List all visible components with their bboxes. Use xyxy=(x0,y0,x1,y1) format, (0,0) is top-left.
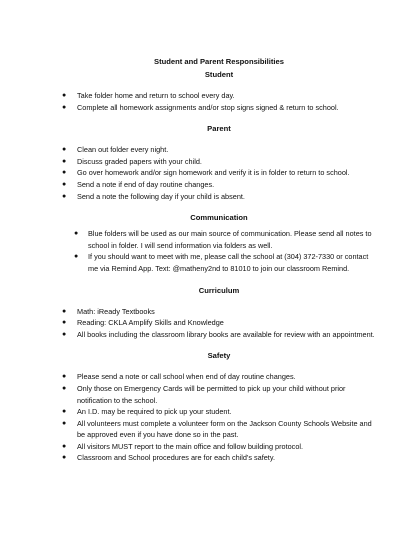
list-item: ● Math: iReady Textbooks xyxy=(62,306,155,316)
list-item: ● Discuss graded papers with your child. xyxy=(62,156,202,166)
bullet-icon: ● xyxy=(62,146,67,154)
bullet-icon: ● xyxy=(62,319,67,327)
list-item: ● An I.D. may be required to pick up your student. xyxy=(62,407,232,417)
document-title: Student and Parent Responsibilities xyxy=(154,57,284,66)
parent-list xyxy=(62,144,376,202)
communication-list xyxy=(74,228,376,274)
bullet-icon: ● xyxy=(62,442,67,450)
list-item: ● Send a note if end of day routine changes. xyxy=(62,179,215,189)
bullet-icon: ● xyxy=(62,330,67,338)
bullet-icon: ● xyxy=(62,180,67,188)
list-item: ● Classroom and School procedures are for each child's safety. xyxy=(62,453,275,463)
list-item: ● Blue folders will be used as our main source of communication. Please send all notes to school in folder. I will send information via folders as well. xyxy=(74,229,372,250)
list-item: ● Reading: CKLA Amplify Skills and Knowledge xyxy=(62,318,224,328)
section-heading-curriculum: Curriculum xyxy=(198,285,240,295)
bullet-icon: ● xyxy=(62,419,67,427)
section-heading-safety: Safety xyxy=(207,351,231,361)
list-item: ● Complete all homework assignments and/or stop signs signed & return to school. xyxy=(62,102,339,112)
section-heading-student: Student xyxy=(204,70,234,79)
bullet-icon: ● xyxy=(62,157,67,165)
curriculum-list xyxy=(62,306,376,341)
bullet-icon: ● xyxy=(62,373,67,381)
list-item: ● All visitors MUST report to the main office and follow building protocol. xyxy=(62,441,304,451)
list-item: ● Go over homework and/or sign homework and verify it is in folder to return to school. xyxy=(62,168,350,178)
bullet-icon: ● xyxy=(74,230,79,238)
bullet-icon: ● xyxy=(62,454,67,462)
bullet-icon: ● xyxy=(62,169,67,177)
section-heading-parent: Parent xyxy=(207,124,231,134)
safety-list xyxy=(62,371,376,464)
list-item: ● Only those on Emergency Cards will be permitted to pick up your child without prior notification to the school. xyxy=(62,383,346,405)
list-item: ● All books including the classroom library books are available for review with an appointment. xyxy=(62,329,375,339)
list-item: ● Send a note the following day if your child is absent. xyxy=(62,191,245,201)
bullet-icon: ● xyxy=(62,92,67,99)
bullet-icon: ● xyxy=(62,103,67,111)
bullet-icon: ● xyxy=(62,192,67,200)
list-item: ● If you should want to meet with me, please call the school at (304) 372-7330 or contact me via Remind App. Text: @matheny2nd to 81010 to join our classroom Remind. xyxy=(74,252,369,273)
list-item: ● Please send a note or call school when end of day routine changes. xyxy=(62,372,296,382)
student-list xyxy=(62,90,376,113)
list-item: ● Take folder home and return to school every day. xyxy=(62,91,235,100)
section-heading-communication: Communication xyxy=(190,213,248,223)
bullet-icon: ● xyxy=(62,307,67,315)
list-item: ● Clean out folder every night. xyxy=(62,145,169,155)
bullet-icon: ● xyxy=(62,384,67,392)
bullet-icon: ● xyxy=(74,253,79,261)
list-item: ● All volunteers must complete a volunteer form on the Jackson County Schools Website and be approved even if you have done so in the past. xyxy=(62,418,372,440)
bullet-icon: ● xyxy=(62,408,67,416)
